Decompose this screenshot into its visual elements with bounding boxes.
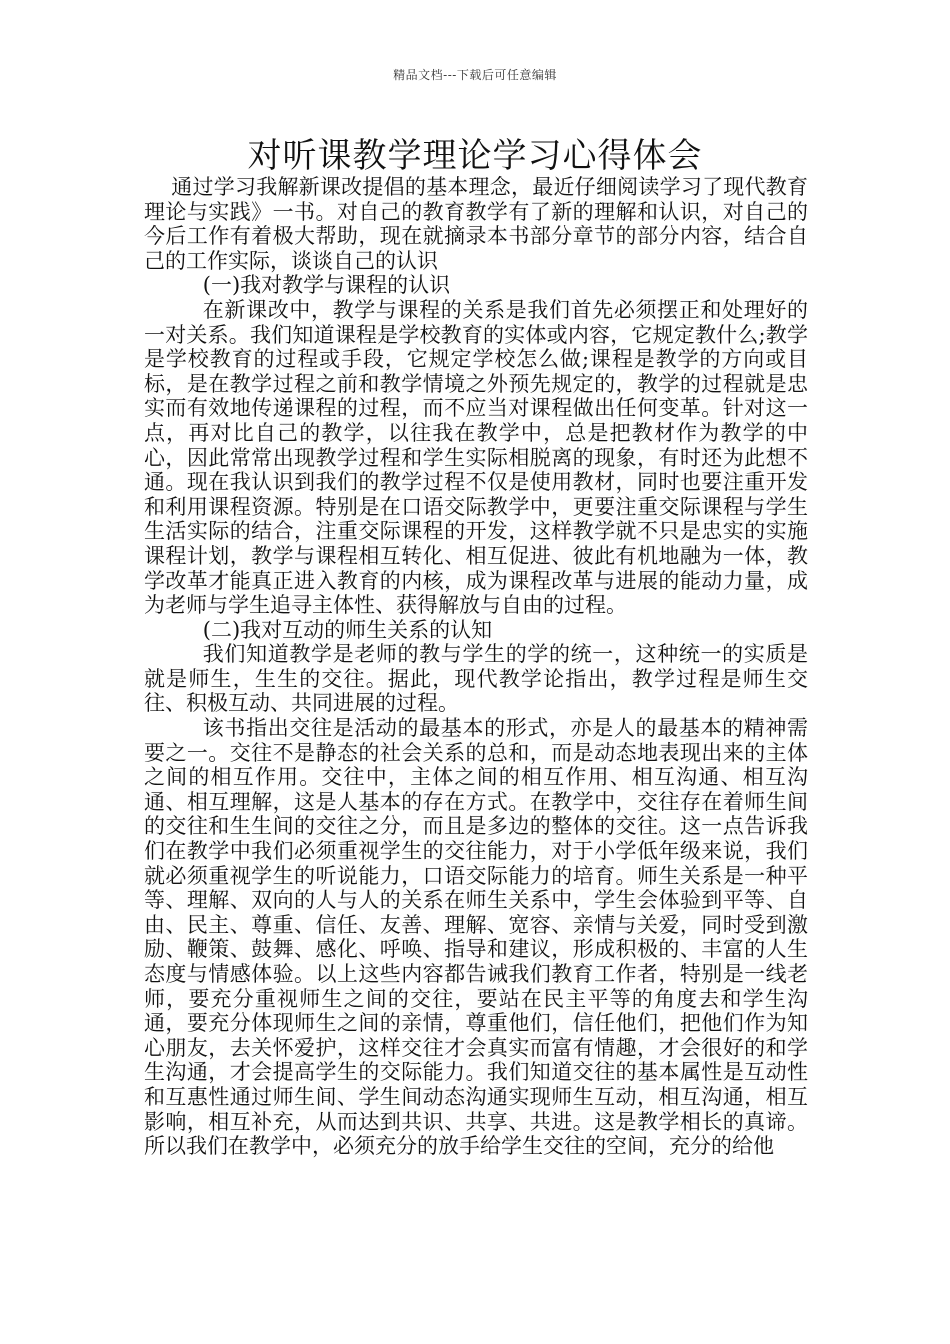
section-heading-1: (一)我对教学与课程的认识 <box>202 273 451 298</box>
header-note: 精品文档---下载后可任意编辑 <box>393 68 557 82</box>
body-paragraph: 在新课改中，教学与课程的关系是我们首先必须摆正和处理好的一对关系。我们知道课程是学校教育的实体或内容，它规定教什么;教学是学校教育的过程或手段，它规定学校怎么做;课程是教学的方向或目标，是在教学过程之前和教学情境之外预先规定的，教学的过程就是忠实而有效地传递课程的过程，而不应当对课程做出任何变革。针对这一点，再对比自己的教学，以往我在教学中，总是把教材作为教学的中心，因此常常出现教学过程和学生实际相脱离的现象，有时还为此想不通。现在我认识到我们的教学过程不仅是使用教材，同时也要注重开发和利用课程资源。特别是在口语交际教学中，更要注重交际课程与学生生活实际的结合，注重交际课程的开发，这样教学就不只是忠实的实施课程计划，教学与课程相互转化、相互促进、彼此有机地融为一体，教学改革才能真正进入教育的内核，成为课程改革与进展的能动力量，成为老师与学生追寻主体性、获得解放与自由的过程。 <box>144 297 808 618</box>
intro-paragraph: 通过学习我解新课改提倡的基本理念，最近仔细阅读学习了现代教育理论与实践》一书。对自己的教育教学有了新的理解和认识，对自己的今后工作有着极大帮助，现在就摘录本书部分章节的部分内容，结合自己的工作实际，谈谈自己的认识 <box>144 175 808 273</box>
document-body <box>144 175 808 1159</box>
body-paragraph: 该书指出交往是活动的最基本的形式，亦是人的最基本的精神需要之一。交往不是静态的社会关系的总和，而是动态地表现出来的主体之间的相互作用。交往中，主体之间的相互作用、相互沟通、相互沟通、相互理解，这是人基本的存在方式。在教学中，交往存在着师生间的交往和生生间的交往之分，而且是多边的整体的交往。这一点告诉我们在教学中我们必须重视学生的交往能力，对于小学低年级来说，我们就必须重视学生的听说能力，口语交际能力的培育。师生关系是一种平等、理解、双向的人与人的关系在师生关系中，学生会体验到平等、自由、民主、尊重、信任、友善、理解、宽容、亲情与关爱，同时受到激励、鞭策、鼓舞、感化、呼唤、指导和建议，形成积极的、丰富的人生态度与情感体验。以上这些内容都告诫我们教育工作者，特别是一线老师，要充分重视师生之间的交往，要站在民主平等的角度去和学生沟通，要充分体现师生之间的亲情，尊重他们，信任他们，把他们作为知心朋友，去关怀爱护，这样交往才会真实而富有情趣，才会很好的和学生沟通，才会提高学生的交际能力。我们知道交往的基本属性是互动性和互惠性通过师生间、学生间动态沟通实现师生互动，相互沟通，相互影响，相互补充，从而达到共识、共享、共进。这是教学相长的真谛。所以我们在教学中，必须充分的放手给学生交往的空间，充分的给他 <box>144 716 808 1159</box>
section-heading-2: (二)我对互动的师生关系的认知 <box>202 617 493 642</box>
body-paragraph: 我们知道教学是老师的教与学生的学的统一，这种统一的实质是就是师生，生生的交往。据此，现代教学论指出，教学过程是师生交往、积极互动、共同进展的过程。 <box>144 642 808 716</box>
document-title: 对听课教学理论学习心得体会 <box>247 136 703 176</box>
